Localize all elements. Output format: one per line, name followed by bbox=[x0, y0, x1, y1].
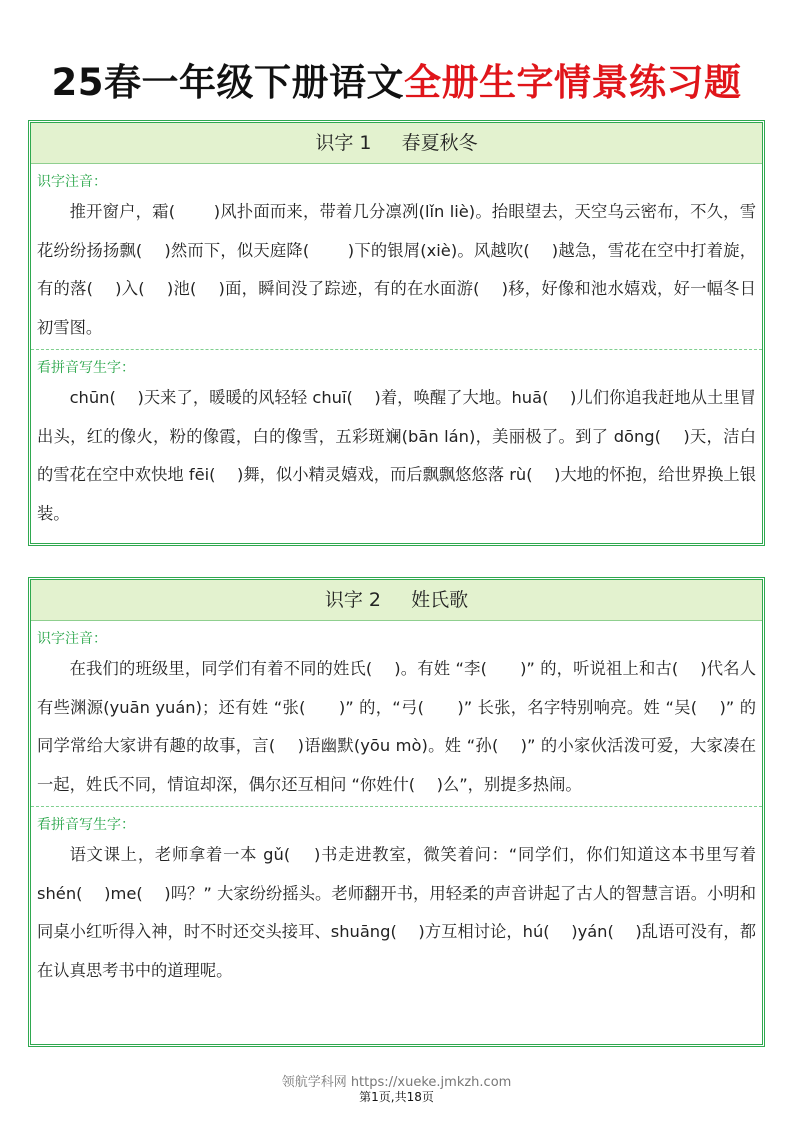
page-title bbox=[0, 52, 793, 106]
exercise-paragraph: 在我们的班级里，同学们有着不同的姓氏( )。有姓 “李( )” 的，听说祖上和古( )代名人有些渊源(yuān yuán)；还有姓 “张( )” 的，“弓( )” 长张，名字特别响亮。姓 “吴( )” 的同学常给大家讲有趣的故事，言( )语幽默(yōu mò)。姓 “孙( )” 的小家伙活泼可爱，大家凑在一起，姓氏不同，情谊却深，偶尔还互相问 “你姓什( )么”，别提多热闹。 bbox=[37, 659, 756, 794]
exercise-section-1 bbox=[28, 120, 765, 546]
exercise-paragraph: chūn( )天来了，暖暖的风轻轻 chuī( )着，唤醒了大地。huā( )儿们你追我赶地从土里冒出头，红的像火，粉的像霞，白的像雪，五彩斑斓(bān lán)，美丽极了。到了 dōng( )天，洁白的雪花在空中欢快地 fēi( )舞，似小精灵嬉戏，而后飘飘悠悠落 rù( )大地的怀抱，给世界换上银装。 bbox=[37, 388, 756, 523]
section-sublabel-write-characters: 看拼音写生字： bbox=[37, 360, 135, 376]
exercise-section-2 bbox=[28, 577, 765, 1047]
section-header: 识字 1 春夏秋冬 bbox=[31, 123, 762, 164]
section-sublabel-pinyin-annotation: 识字注音： bbox=[37, 631, 107, 647]
section-header: 识字 2 姓氏歌 bbox=[31, 580, 762, 621]
title-part1: 25春一年级下册语文 bbox=[51, 61, 404, 104]
exercise-paragraph: 语文课上，老师拿着一本 gǔ( )书走进教室，微笑着问：“同学们，你们知道这本书里写着 shén( )me( )吗？” 大家纷纷摇头。老师翻开书，用轻柔的声音讲起了古人的智慧言语。小明和同桌小红听得入神，时不时还交头接耳、shuāng( )方互相讨论，hú( )yán( )乱语可没有，都在认真思考书中的道理呢。 bbox=[37, 845, 756, 980]
section-sublabel-write-characters: 看拼音写生字： bbox=[37, 817, 135, 833]
section-sublabel-pinyin-annotation: 识字注音： bbox=[37, 174, 107, 190]
footer-site: 领航学科网 https://xueke.jmkzh.com bbox=[281, 1075, 512, 1090]
page-number: 第1页,共18页 bbox=[359, 1090, 434, 1104]
exercise-paragraph: 推开窗户，霜( )风扑面而来，带着几分凛冽(lǐn liè)。抬眼望去，天空乌云密布，不久，雪花纷纷扬扬飘( )然而下，似天庭降( )下的银屑(xiè)。风越吹( )越急，雪花在空中打着旋，有的落( )入( )池( )面，瞬间没了踪迹，有的在水面游( )移，好像和池水嬉戏，好一幅冬日初雪图。 bbox=[37, 202, 756, 337]
title-part2: 全册生字情景练习题 bbox=[404, 61, 742, 104]
